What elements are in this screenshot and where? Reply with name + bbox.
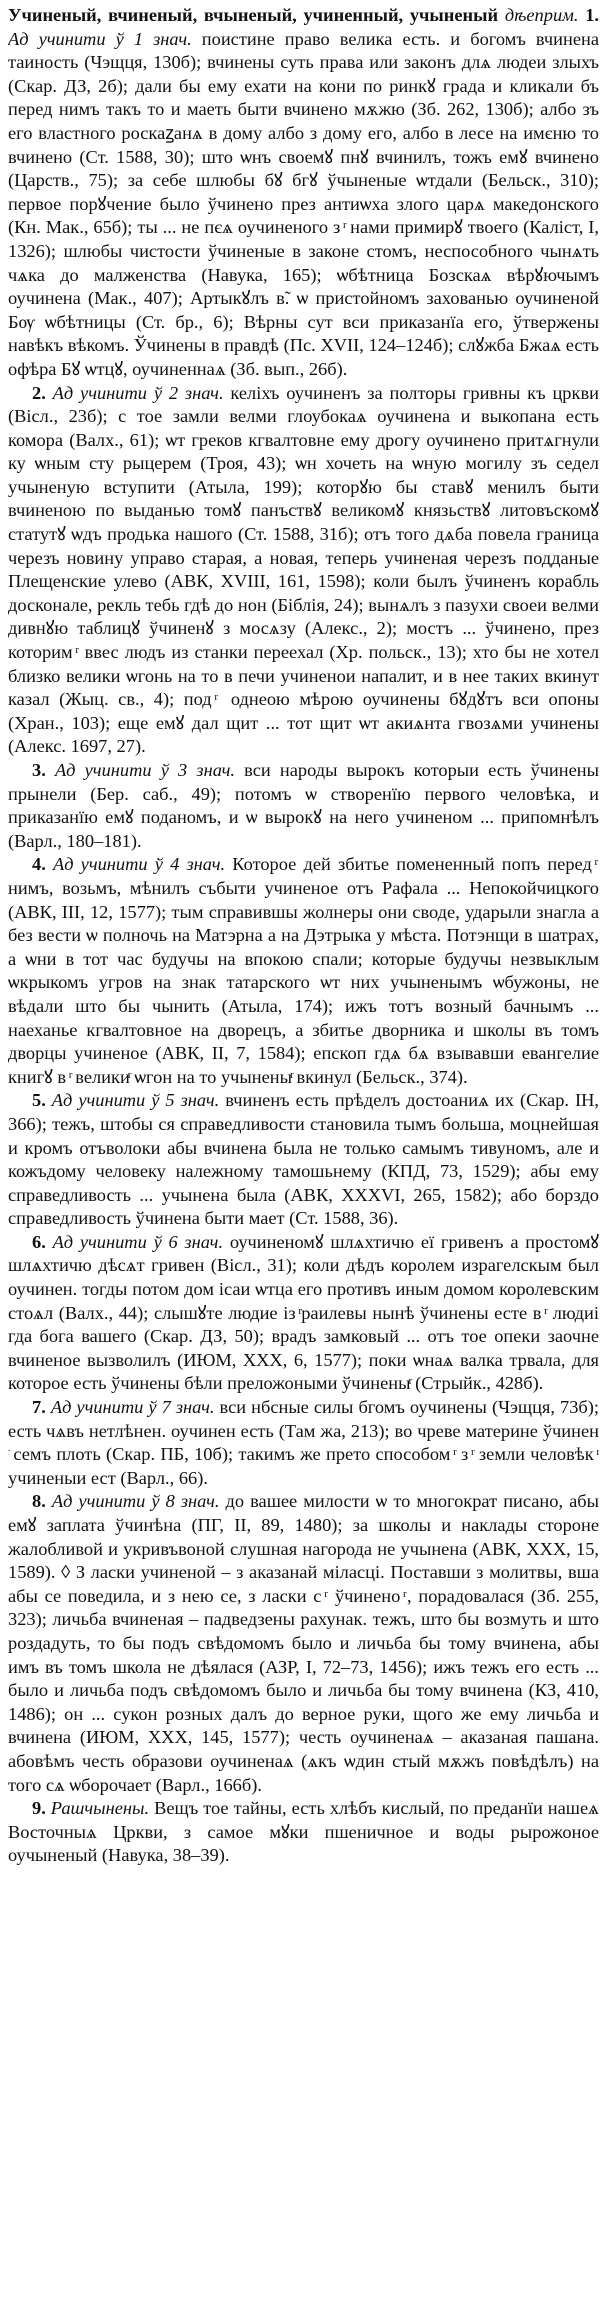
sense-6-lead: Ад учинити	[52, 1231, 147, 1252]
sense-8-number: 8.	[32, 1491, 46, 1512]
sense-6	[8, 1231, 599, 1396]
sense-5-ref: ў 5 знач.	[151, 1090, 220, 1111]
sense-3-text: вси народы вырокъ которыи есть ўчинены прынели (Бер. саб., 49); потомъ ѡ створенїю первого человѣка, и приказанїю емꙋ поданомъ, и ѡ вырокꙋ на него учиненом ... припомнѣлъ (Варл., 180–181).	[8, 760, 599, 851]
sense-2-text: келіхъ оучиненъ за полторы гривны къ цркви (Вісл., 23б); с тое замли велми глоубокаѧ оучинена и выкопана есть комора (Валх., 61); ѡт греков кгвалтовне ему дрогу оучинено притѧгнули ку ѡным сту рыцерем (Троя, 43); ѡн хочеть на ѡную могилу зъ седел учыненую вступити (Атыла, 199); которꙋю бы ставꙋ менилъ быти вчиненою по выданью томꙋ панъствꙋ великомꙋ князьствꙋ литовъскомꙋ статутꙋ ѡдъ продька нашого (Ст. 1588, 31б); отъ того дѧба повела граница черезъ новину управо старая, а новая, теперь учиненая черезъ подданые Плещенские улево (АВК, XVIII, 161, 1598); коли былъ ўчиненъ корабль досконале, рекль тебь гдѣ до нон (Біблія, 24); вынѧлъ з пазухи своеи велми дивнꙋю таблицꙋ ўчиненꙋ з мосѧзу (Алекс., 2); мостъ ... ўчинено, през которим ͬ ввес людъ из станки переехал (Хр. польск., 13); хто бы не хотел близко велики ѡгонь на то в печи учиненои напалит, и в нее таких вкинут казал (Жыц. св., 4); под ͬ однеою мѣрою оучинены бꙋдꙋтъ вси опоны (Хран., 103); еще емꙋ дал щит ... тот щит ѡт акиѧнта гвозѧми учинены (Алекс. 1697, 27).	[8, 382, 599, 757]
sense-6-text: оучиненомꙋ шлѧхтичю еї гривенъ а простомꙋ шлѧхтичю дѣсѧт гривен (Вісл., 31); коли дѣдъ королем израгелскым был оучинен. тогды потом дом ісаи ѡтца его противъ иным домом королевским стоѧл (Валх., 44); слышꙋте людие із ͬраилевы нынѣ ўчинены есте в ͬ людиі гда бога вашего (Скар. ДЗ, 50); врадъ замковый ... отъ тое опеки заочне вчиненое вызволилъ (ИЮМ, ХХХ, 6, 1577); поки ѡнаѧ валка трвала, для которое есть ўчинены бѣли преложоными ўчиненыͬ (Стрыйк., 428б).	[8, 1231, 599, 1394]
headword: Учиненый, вчиненый, вчыненый, учиненный, учыненый	[8, 5, 499, 25]
dictionary-page	[8, 4, 599, 2311]
sense-1-number: 1.	[585, 5, 599, 25]
sense-7	[8, 1396, 599, 1490]
sense-8-text: до вашее милости ѡ то многократ писано, абы емꙋ заплата ўчинѣна (ПГ, II, 89, 1480); за школы и наклады стороне жалобливой и укривъвоной слушная нагорода не учынена (АВК, XXX, 15, 1589). ◊ З ласки учиненой – з аказанай міласці. Поставши з молитвы, вша абы се поведила, и з нею се, з ласки с ͬ ўчинено ͬ, порадовалася (Зб. 255, 323); личьба вчиненая – падведзены рахунак. тежъ, што бы возмуть и што роздадуть, то бы подъ свѣдомомъ было и личьба бы тому вчинена, абы имъ въ томъ школа не дѣялася (АЗР, I, 72–73, 1456); ижъ тежъ его есть ... было и личьба подъ свѣдомомъ было и личьба бы тому вчинена (КЗ, 410, 1486); он ... сукон розных далъ до верное руки, щого же ему личьба и вчинена (ИЮМ, ХХХ, 145, 1577); честь оучиненаѧ – аказаная пашана. абовѣмъ честь образови оучиненаѧ (ѧкъ ѡдин стый мѫжъ повѣдѣлъ) на того сѧ ѡборочает (Варл., 166б).	[8, 1491, 599, 1795]
sense-2	[8, 382, 599, 760]
sense-3-number: 3.	[32, 760, 46, 780]
sense-5-text: вчиненъ есть прѣделъ достоаниѧ их (Скар. IН, 366); тежъ, штобы ся справедливости становила тымъ больша, моцнейшая и кромъ отъволоки абы вчинена была не только самымъ тивуномъ, але и кожъдому человеку належному тамошьнему (КПД, 73, 1529); абы ему справедливость ... учынена была (АВК, XXXVI, 265, 1582); або борздо справедливость ўчинена быти мает (Ст. 1588, 36).	[8, 1090, 599, 1229]
sense-9-text: Вещъ тое тайны, есть хлѣбъ кислый, по преданїи нашеѧ Восточныѧ Цркви, з самое мꙋки пшеничное и воды рырожоное оучыненый (Навука, 38–39).	[8, 1798, 599, 1866]
entry-header	[8, 4, 599, 382]
sense-8-lead: Ад учинити	[51, 1491, 146, 1512]
sense-2-number: 2.	[32, 382, 46, 403]
sense-4-number: 4.	[32, 854, 46, 875]
sense-1-text: поистине право велика есть. и богомъ вчинена таиность (Чэщця, 130б); вчинены суть права или законъ длѧ людеи злыхъ (Скар. ДЗ, 2б); дали бы ему ехати на кони по ринкꙋ града и кликали бъ перед нимъ такъ то и маеть быти вчинено мѫжю (Зб. 262, 130б); албо зъ его властного роскаꙁанѧ в дому албо з дому его, албо в лесе на имєню то вчинено (Ст. 1588, 30); што ѡнъ своемꙋ пнꙋ вчинилъ, тожъ емꙋ вчинено (Царств., 75); за себе шлюбы бꙋ бгꙋ ўчыненые ѡтдали (Бельск., 310); первое порꙋчение было ўчинено през антиѡха злого царѧ македонского (Кн. Мак., 65б); ты ... не пєѧ оучиненого з ͬ нами примирꙋ твоего (Каліст, I, 1326); шлюбы чистости ўчиненые в законе стомъ, неспособного чынѧть чѧка до малженства (Навука, 165); ѡбѣтница Бозскаѧ вѣрꙋючымъ оучинена (Мак., 407); Артыкꙋлъ в̃. ѡ пристойномъ захованью оучиненой Бѹ ѡбѣтницы (Ст. бр., 6); Вѣрны сут вси приказанїа его, ўтвержены навѣкъ вѣкомъ. Ўчинены в правдѣ (Пс. XVII, 124–124б); слꙋжба Бжаѧ есть офѣра Бꙋ ѡтцꙋ, оучиненнаѧ (Зб. вып., 26б).	[8, 28, 599, 379]
sense-1-ref: ў 1 знач.	[115, 28, 192, 49]
sense-4	[8, 853, 599, 1089]
sense-1-lead: Ад учинити	[8, 28, 106, 49]
sense-8-ref: ў 8 знач.	[151, 1491, 220, 1512]
sense-7-ref: ў 7 знач.	[148, 1397, 215, 1418]
sense-7-text: вси нбсные силы бгомъ оучинены (Чэщця, 73б); есть чѧвъ нетлѣнен. оучинен есть (Там жа, 213); во чреве материне ўчинен ͬ семъ плоть (Скар. ПБ, 10б); такимъ же прето способом ͬ з ͬ земли человѣк ͬ учиненыи ест (Варл., 66).	[8, 1397, 599, 1488]
sense-6-ref: ў 6 знач.	[153, 1231, 224, 1252]
sense-3-ref: ў 3 знач.	[160, 760, 236, 780]
sense-5	[8, 1089, 599, 1231]
sense-2-lead: Ад учинити	[52, 382, 147, 403]
sense-2-ref: ў 2 знач.	[153, 382, 224, 403]
sense-4-lead: Ад учинити	[52, 854, 148, 875]
sense-6-number: 6.	[32, 1231, 46, 1252]
sense-7-lead: Ад учинити	[50, 1397, 144, 1418]
sense-9	[8, 1797, 599, 1868]
sense-9-number: 9.	[32, 1798, 46, 1819]
sense-5-number: 5.	[32, 1090, 46, 1111]
grammar-note: дѣеприм.	[504, 5, 579, 25]
sense-9-lead: Рашчынены.	[50, 1798, 150, 1819]
sense-5-lead: Ад учинити	[51, 1090, 146, 1111]
sense-7-number: 7.	[32, 1397, 46, 1418]
sense-4-ref: ў 4 знач.	[154, 854, 226, 875]
sense-4-text: Которое дей збитье помененный попъ перед ͬ нимъ, возьмъ, мѣнилъ събыти учиненое отъ Рафала ... Непокойчицкого (АВК, III, 12, 1577); тым справившы жолнеры они своде, ударыли знагла а без вести ѡ полночь на Матэрна а на Дэтрыка у мѣста. Потэнщи в шатрах, а ѡни в тот час будучы на впокою спали; которые будучы незвыклым ѡкрыкомъ угров на знак татарского ѡт них учыненымъ ѡбужоны, не вѣдали што бы чынить (Атыла, 174); ижъ тотъ возный бачнымъ ... наеханье кгвалтовное на дворецъ, а збитье дворника и школы въ томъ дворцы учиненое (АВК, II, 7, 1584); епскоп гдѧ бѧ взывавши евангелие книгꙋ в ͬ великиͬ ѡгон на то учыненыͬ вкинул (Бельск., 374).	[8, 854, 599, 1087]
sense-3	[8, 759, 599, 853]
sense-8	[8, 1490, 599, 1797]
sense-3-lead: Ад учинити	[54, 760, 152, 780]
